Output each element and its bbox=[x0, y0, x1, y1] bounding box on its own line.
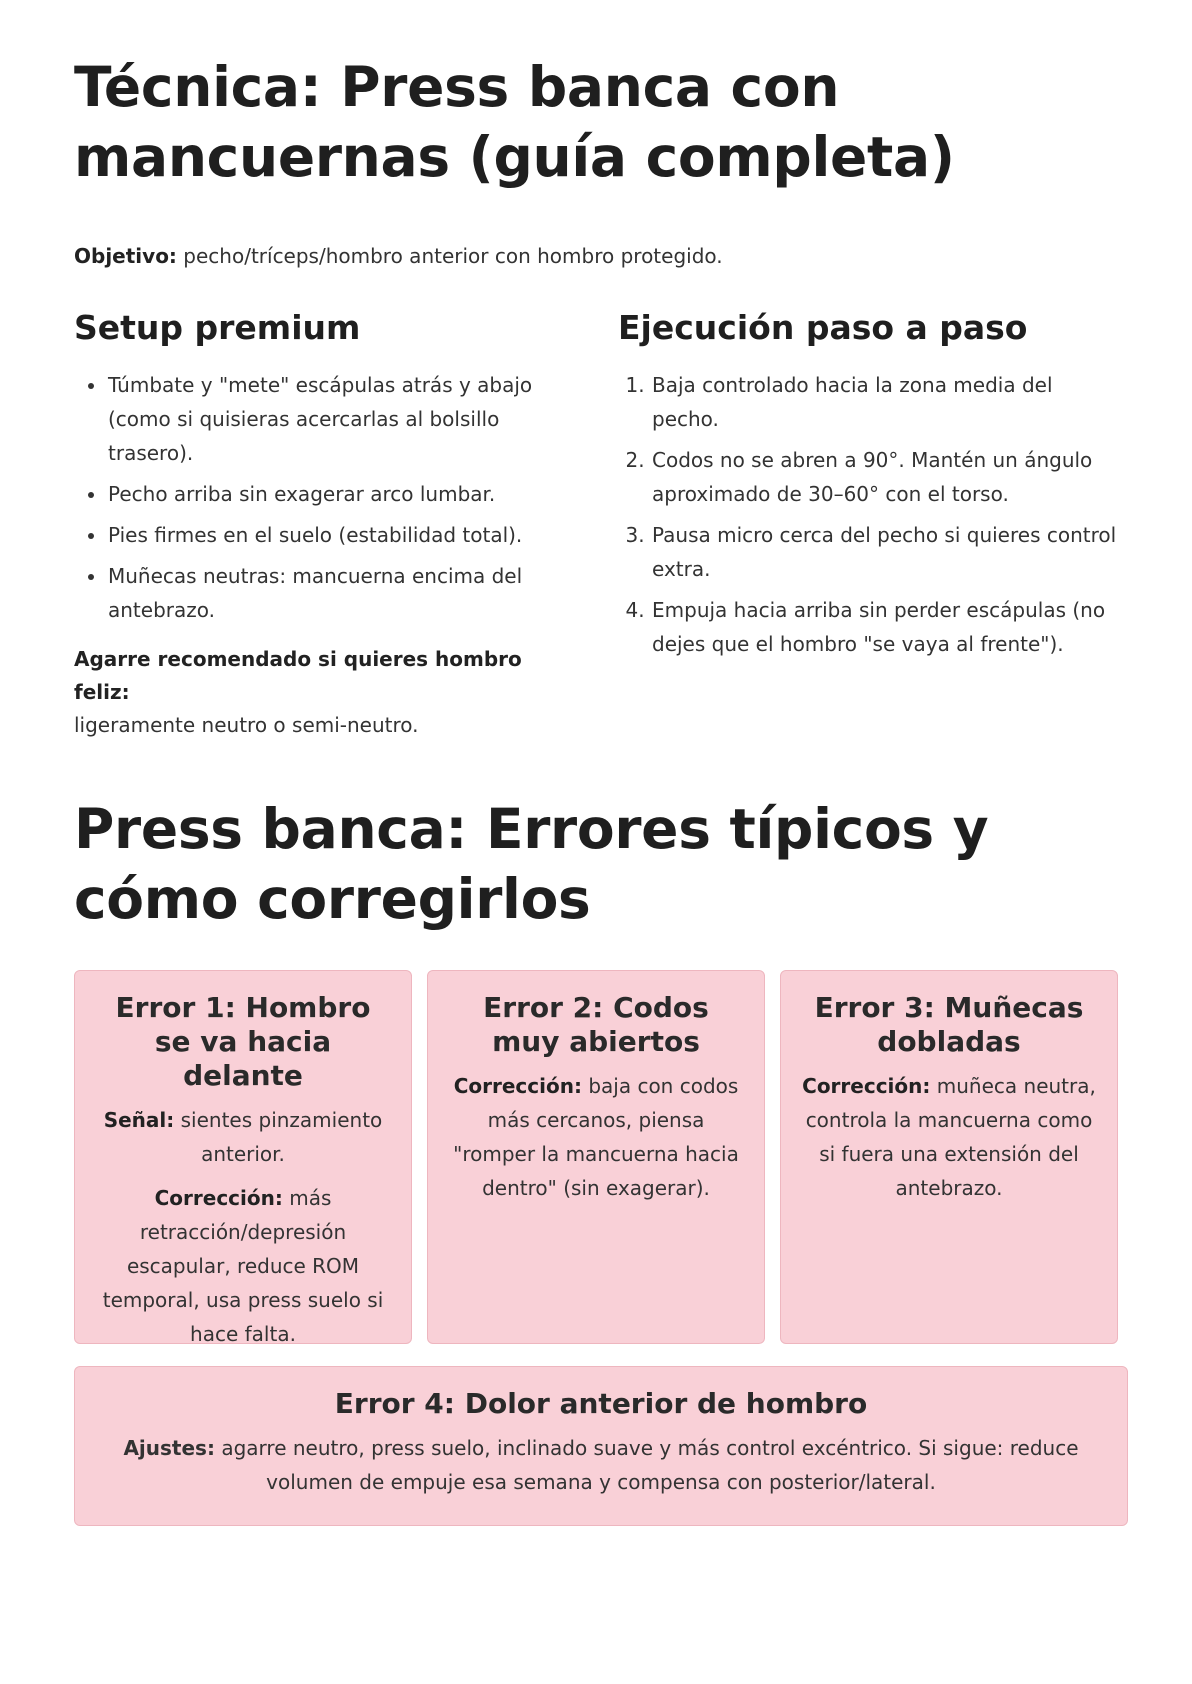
setup-section bbox=[74, 306, 569, 742]
page-title: Técnica: Press banca con mancuernas (guía completa) bbox=[74, 55, 955, 189]
grip-note bbox=[74, 643, 569, 742]
list-item: • Pies firmes en el suelo (estabilidad total). bbox=[107, 518, 569, 552]
error-adjustments bbox=[103, 1431, 1099, 1499]
correction-text: baja con codos más cercanos, piensa "romper la mancuerna hacia dentro" (sin exagerar). bbox=[453, 1074, 739, 1200]
correction-label: Corrección: bbox=[453, 1074, 582, 1098]
grip-text: ligeramente neutro o semi-neutro. bbox=[74, 713, 419, 737]
execution-steps bbox=[618, 368, 1118, 661]
list-item: 2. Codos no se abren a 90°. Mantén un ángulo aproximado de 30–60° con el torso. bbox=[651, 443, 1118, 511]
list-item: 1. Baja controlado hacia la zona media del pecho. bbox=[651, 368, 1118, 436]
error-card-3 bbox=[780, 970, 1118, 1344]
error-correction bbox=[448, 1069, 744, 1205]
objective bbox=[74, 242, 1118, 270]
objective-text: pecho/tríceps/hombro anterior con hombro protegido. bbox=[176, 244, 723, 268]
setup-list bbox=[74, 368, 569, 627]
error-card-1 bbox=[74, 970, 412, 1344]
correction-label: Corrección: bbox=[802, 1074, 931, 1098]
execution-heading: Ejecución paso a paso bbox=[618, 308, 1028, 347]
signal-label: Señal: bbox=[103, 1108, 175, 1132]
grip-label: Agarre recomendado si quieres hombro feliz: bbox=[74, 647, 522, 704]
list-item: 4. Empuja hacia arriba sin perder escápulas (no dejes que el hombro "se vaya al frente"). bbox=[651, 593, 1118, 661]
error-cards bbox=[74, 970, 1118, 1344]
error-card-heading: Error 3: Muñecas dobladas bbox=[814, 991, 1084, 1058]
error-correction bbox=[95, 1181, 391, 1351]
error-card-heading: Error 1: Hombro se va hacia delante bbox=[115, 991, 371, 1092]
list-item: • Muñecas neutras: mancuerna encima del antebrazo. bbox=[107, 559, 569, 627]
error-signal bbox=[95, 1103, 391, 1171]
error-card-heading: Error 2: Codos muy abiertos bbox=[483, 991, 709, 1058]
error-card-2 bbox=[427, 970, 765, 1344]
list-item: • Túmbate y "mete" escápulas atrás y abajo (como si quisieras acercarlas al bolsillo trasero). bbox=[107, 368, 569, 470]
error-card-heading: Error 4: Dolor anterior de hombro bbox=[334, 1387, 868, 1420]
correction-text: muñeca neutra, controla la mancuerna como si fuera una extensión del antebrazo. bbox=[805, 1074, 1096, 1200]
correction-text: más retracción/depresión escapular, reduce ROM temporal, usa press suelo si hace falta. bbox=[102, 1186, 384, 1346]
execution-section bbox=[618, 306, 1118, 742]
adjustments-text: agarre neutro, press suelo, inclinado suave y más control excéntrico. Si sigue: reduce volumen de empuje esa semana y compensa con posterior/lateral. bbox=[214, 1436, 1079, 1494]
technique-columns bbox=[74, 306, 1118, 742]
adjustments-label: Ajustes: bbox=[123, 1436, 215, 1460]
error-card-4 bbox=[74, 1366, 1128, 1526]
objective-label: Objetivo: bbox=[74, 244, 177, 268]
list-item: 3. Pausa micro cerca del pecho si quieres control extra. bbox=[651, 518, 1118, 586]
setup-heading: Setup premium bbox=[74, 308, 361, 347]
signal-text: sientes pinzamiento anterior. bbox=[174, 1108, 383, 1166]
list-item: • Pecho arriba sin exagerar arco lumbar. bbox=[107, 477, 569, 511]
errors-title: Press banca: Errores típicos y cómo corregirlos bbox=[74, 797, 989, 931]
error-correction bbox=[801, 1069, 1097, 1205]
correction-label: Corrección: bbox=[154, 1186, 283, 1210]
